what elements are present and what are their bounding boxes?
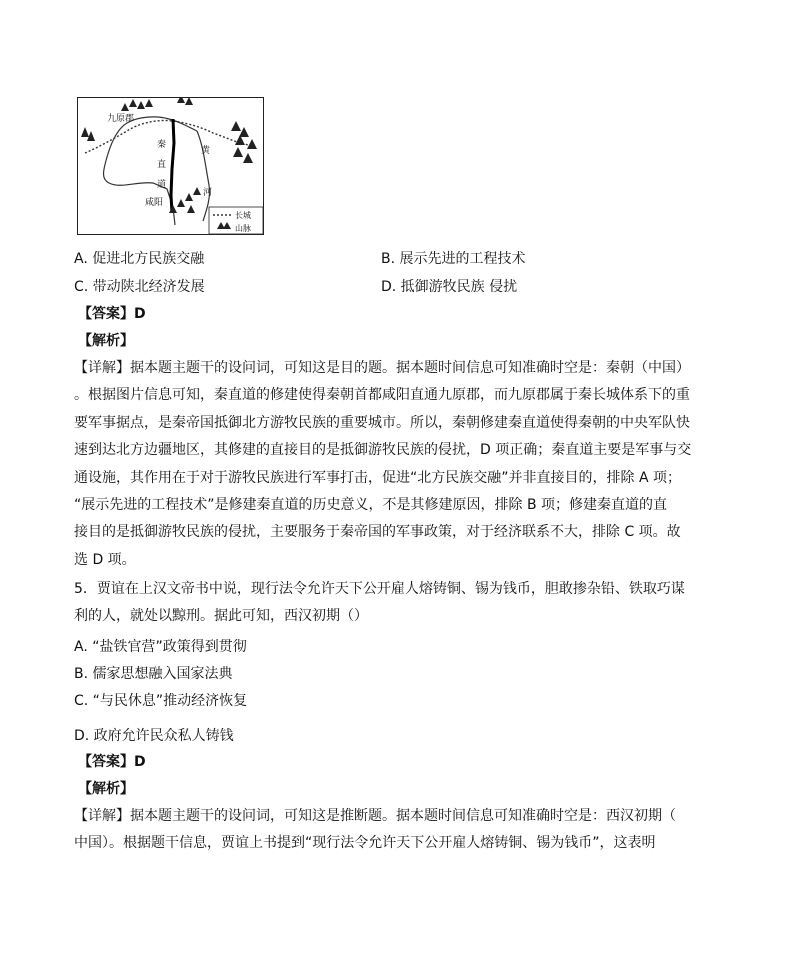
q4-analysis-title: 【解析】 (78, 333, 134, 349)
map-label-jiuyuan: 九原郡 (107, 114, 135, 124)
q4-analysis-line: 速到达北方边疆地区，其修建的直接目的是抵御游牧民族的侵扰，D 项正确；秦直道主要是军事与交 (74, 442, 692, 459)
map-label-he: 河 (203, 188, 213, 198)
q4-answer: 【答案】D (78, 306, 146, 322)
q5-stem (74, 576, 686, 631)
map-label-huang: 黄 (201, 146, 211, 156)
q4-option-b: B. 展示先进的工程技术 (381, 251, 526, 267)
q5-stem-line: 5．贾谊在上汉文帝书中说，现行法令允许天下公开雇人熔铸铜、锡为钱币，胆敢掺杂铅、铁取巧谋 (74, 581, 685, 597)
q5-analysis-line: 中国）。根据题干信息，贾谊上书提到“现行法令允许天下公开雇人熔铸铜、锡为钱币”，这表明 (74, 835, 656, 852)
q4-analysis-line: 【详解】据本题主题干的设问词，可知这是目的题。据本题时间信息可知准确时空是：秦朝（中国） (74, 360, 690, 376)
map-label-zhi: 直 (157, 160, 167, 170)
q5-option-d: D. 政府允许民众私人铸钱 (74, 728, 234, 744)
q4-analysis-line: 要军事据点，是秦帝国抵御北方游牧民族的重要城市。所以，秦朝修建秦直道使得秦朝的中央军队快 (74, 414, 690, 431)
qin-straight-road-map (77, 97, 264, 235)
legend-great-wall-label: 长城 (235, 211, 251, 220)
q4-analysis-line: 通设施，其作用在于对于游牧民族进行军事打击，促进“北方民族交融”并非直接目的，排除 A 项； (74, 469, 681, 486)
map-label-dao: 道 (157, 180, 167, 190)
legend-mountains-label: 山脉 (235, 224, 251, 233)
q4-analysis-line: 选 D 项。 (74, 551, 136, 568)
q4-analysis-line: “展示先进的工程技术”是修建秦直道的历史意义，不是其修建原因，排除 B 项；修建秦直道的直 (74, 496, 668, 513)
q4-option-c: C. 带动陕北经济发展 (74, 279, 205, 295)
q5-option-b: B. 儒家思想融入国家法典 (74, 666, 233, 682)
q5-option-c: C. “与民休息”推动经济恢复 (74, 693, 248, 709)
map-label-xianyang: 咸阳 (145, 198, 164, 208)
q4-option-d: D. 抵御游牧民族 侵扰 (381, 279, 518, 295)
q5-analysis-line: 【详解】据本题主题干的设问词，可知这是推断题。据本题时间信息可知准确时空是：西汉初期（ (74, 808, 676, 824)
q5-answer: 【答案】D (78, 754, 146, 770)
q4-option-a: A. 促进北方民族交融 (74, 251, 205, 267)
q4-analysis-line: 接目的是抵御游牧民族的侵扰，主要服务于秦帝国的军事政策，对于经济联系不大，排除 C 项。故 (74, 524, 681, 541)
q4-analysis-line: 。根据图片信息可知，秦直道的修建使得秦朝首都咸阳直通九原郡，而九原郡属于秦长城体系下的重 (74, 387, 690, 404)
q5-analysis-title: 【解析】 (78, 781, 134, 797)
map-label-qin: 秦 (157, 140, 167, 150)
q4-analysis-body (74, 355, 692, 574)
q5-analysis-body (74, 803, 686, 858)
q5-stem-line: 利的人，就处以黥刑。据此可知，西汉初期（） (74, 608, 368, 625)
q5-option-a: A. “盐铁官营”政策得到贯彻 (74, 639, 247, 655)
